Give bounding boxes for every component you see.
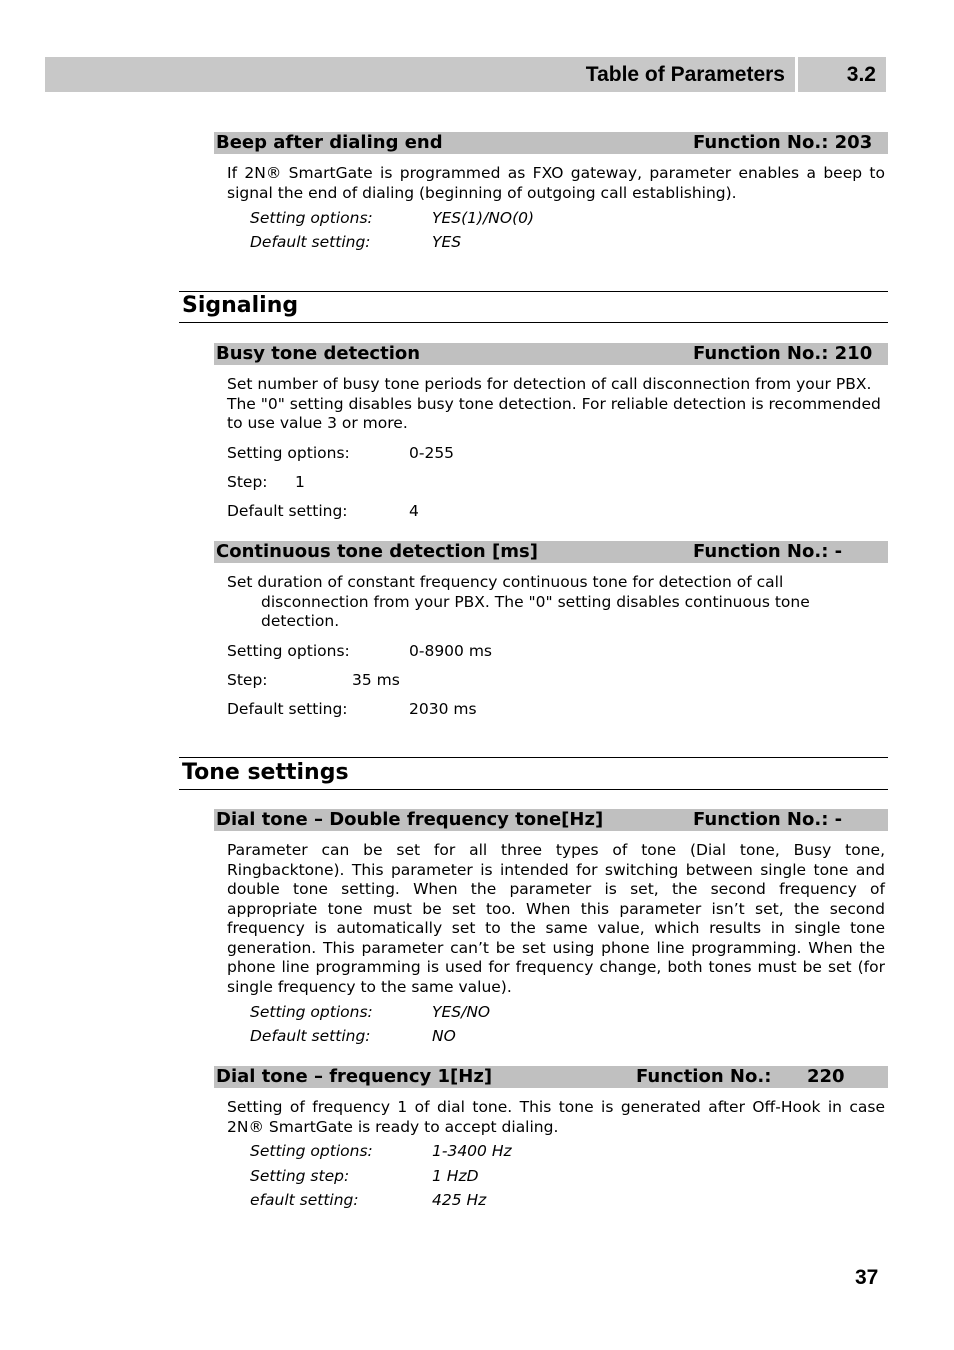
param-name: Dial tone – Double frequency tone[Hz] [216,809,604,830]
param-header-dial-double [214,809,888,831]
setting-options-value: 0-8900 ms [409,642,493,660]
param-description: If 2N® SmartGate is programmed as FXO gateway, parameter enables a beep to signal the end of dialing (beginning of outgoing call establishing). [227,164,885,202]
section-number-box [798,57,886,92]
setting-options-label: Setting options: [227,642,350,660]
setting-options-value: 0-255 [409,444,455,462]
default-setting-value: NO [432,1027,456,1045]
setting-options-value: 1-3400 Hz [432,1142,512,1160]
param-description: Setting of frequency 1 of dial tone. This tone is generated after Off-Hook in case 2N® SmartGate is ready to accept dialing. [227,1098,885,1136]
default-setting-label: Default setting: [250,233,371,251]
header-bar [45,57,795,92]
step-label: Step: [227,473,268,491]
param-description: Set duration of constant frequency continuous tone for detection of call disconnection from your PBX. The "0" setting disables continuous tone detection. [227,573,810,630]
default-setting-value: 4 [409,502,419,520]
section-title-tone-settings: Tone settings [182,760,349,785]
setting-step-label: Setting step: [250,1167,350,1185]
default-setting-label: Default setting: [227,502,348,520]
header-title: Table of Parameters [585,63,785,86]
function-number: Function No.: 203 [693,132,873,153]
function-number-value: 220 [807,1066,845,1087]
default-setting-value: YES [432,233,462,251]
function-number: Function No.: - [693,809,843,830]
setting-options-label: Setting options: [250,1142,373,1160]
section-rule-bottom [179,789,888,790]
function-number: Function No.: 210 [693,343,873,364]
setting-options-label: Setting options: [227,444,350,462]
default-setting-value: 425 Hz [432,1191,487,1209]
setting-options-value: YES/NO [432,1003,491,1021]
param-name: Busy tone detection [216,343,421,364]
param-header-beep [214,132,888,154]
step-label: Step: [227,671,268,689]
section-title-signaling: Signaling [182,293,299,318]
default-setting-label: efault setting: [250,1191,359,1209]
section-rule-top [179,757,888,758]
page-number: 37 [855,1266,879,1289]
param-name: Beep after dialing end [216,132,443,153]
setting-step-value: 1 HzD [432,1167,479,1185]
function-number: Function No.: [636,1066,772,1087]
param-name: Continuous tone detection [ms] [216,541,538,562]
param-header-continuous [214,541,888,563]
param-description: Set number of busy tone periods for detection of call disconnection from your PBX. The "0" setting disables busy tone detection. For reliable detection is recommended to use value 3 or more. [227,375,881,432]
param-name: Dial tone – frequency 1[Hz] [216,1066,493,1087]
setting-options-value: YES(1)/NO(0) [432,209,535,227]
default-setting-label: Default setting: [227,700,348,718]
function-number: Function No.: - [693,541,843,562]
param-description: Parameter can be set for all three types of tone (Dial tone, Busy tone, Ringbacktone). This parameter is intended for switching between single tone and double tone setting. When the parameter is set, the second frequency of appropriate tone must be set too. When this parameter isn’t set, the second frequency is automatically set to the same value, which results in single tone generation. This parameter can’t be set using phone line programming. When the phone line programming is used for frequency change, both tones must be set (for single frequency to the same value). [227,841,885,996]
section-rule-bottom [179,322,888,323]
default-setting-value: 2030 ms [409,700,477,718]
step-value: 1 [295,473,305,491]
setting-options-label: Setting options: [250,209,373,227]
section-rule-top [179,291,888,292]
section-number: 3.2 [846,63,876,86]
step-value: 35 ms [352,671,400,689]
default-setting-label: Default setting: [250,1027,371,1045]
param-header-dial-freq1 [214,1066,888,1088]
setting-options-label: Setting options: [250,1003,373,1021]
param-header-busy [214,343,888,365]
